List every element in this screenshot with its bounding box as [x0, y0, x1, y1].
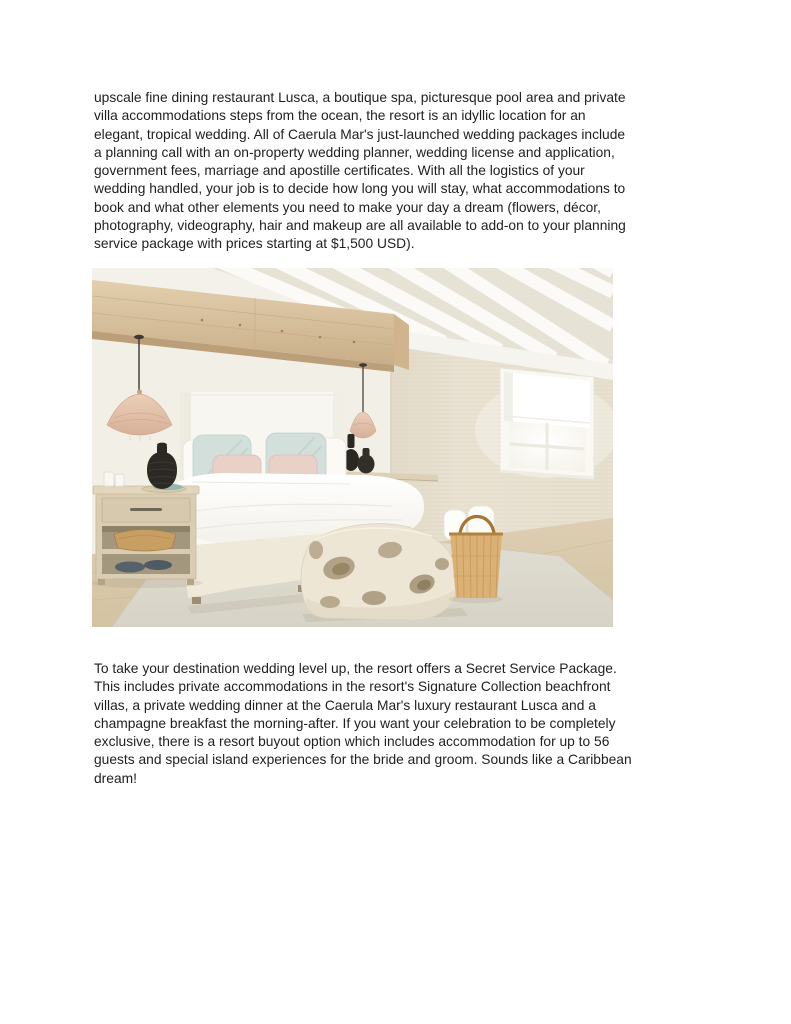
body-text-line: service package with prices starting at $1,500 USD). [94, 236, 415, 252]
bedroom-photo [92, 268, 613, 627]
body-text-line: dream! [94, 770, 137, 786]
body-text-line: villa accommodations steps from the ocean, the resort is an idyllic location for an [94, 108, 586, 124]
glass-cups [104, 472, 114, 487]
shelf-basket [114, 530, 176, 552]
body-text-line: villas, a private wedding dinner at the Caerula Mar's luxury restaurant Lusca and a [94, 697, 596, 713]
body-text-line: champagne breakfast the morning-after. If you want your celebration to be completely [94, 715, 616, 731]
drawer-handle [130, 508, 162, 511]
body-text-line: a planning call with an on-property wedding planner, wedding license and application, [94, 144, 615, 160]
bedroom-photo-illustration [92, 268, 613, 627]
stacked-bowls [115, 562, 145, 573]
body-text-line: wedding handled, your job is to decide how long you will stay, what accommodations to [94, 181, 626, 197]
body-text-line: government fees, marriage and apostille certificates. With all the logistics of your [94, 163, 585, 179]
body-text-line: exclusive, there is a resort buyout option which includes accommodation for up to 56 [94, 734, 610, 750]
paragraph-1 [94, 89, 714, 254]
body-text-line: upscale fine dining restaurant Lusca, a boutique spa, picturesque pool area and private [94, 90, 626, 105]
body-text-line: photography, videography, hair and makeup are all available to add-on to your planning [94, 218, 626, 234]
paragraph-2 [94, 660, 714, 788]
body-text-line: guests and special island experiences for the bride and groom. Sounds like a Caribbean [94, 752, 632, 768]
body-text-line: book and what other elements you need to make your day a dream (flowers, décor, [94, 199, 601, 215]
body-text-line: elegant, tropical wedding. All of Caerula Mar's just-launched wedding packages include [94, 126, 626, 142]
body-text-line: To take your destination wedding level up, the resort offers a Secret Service Package. [94, 661, 617, 676]
body-text-line: This includes private accommodations in the resort's Signature Collection beachfront [94, 679, 611, 695]
